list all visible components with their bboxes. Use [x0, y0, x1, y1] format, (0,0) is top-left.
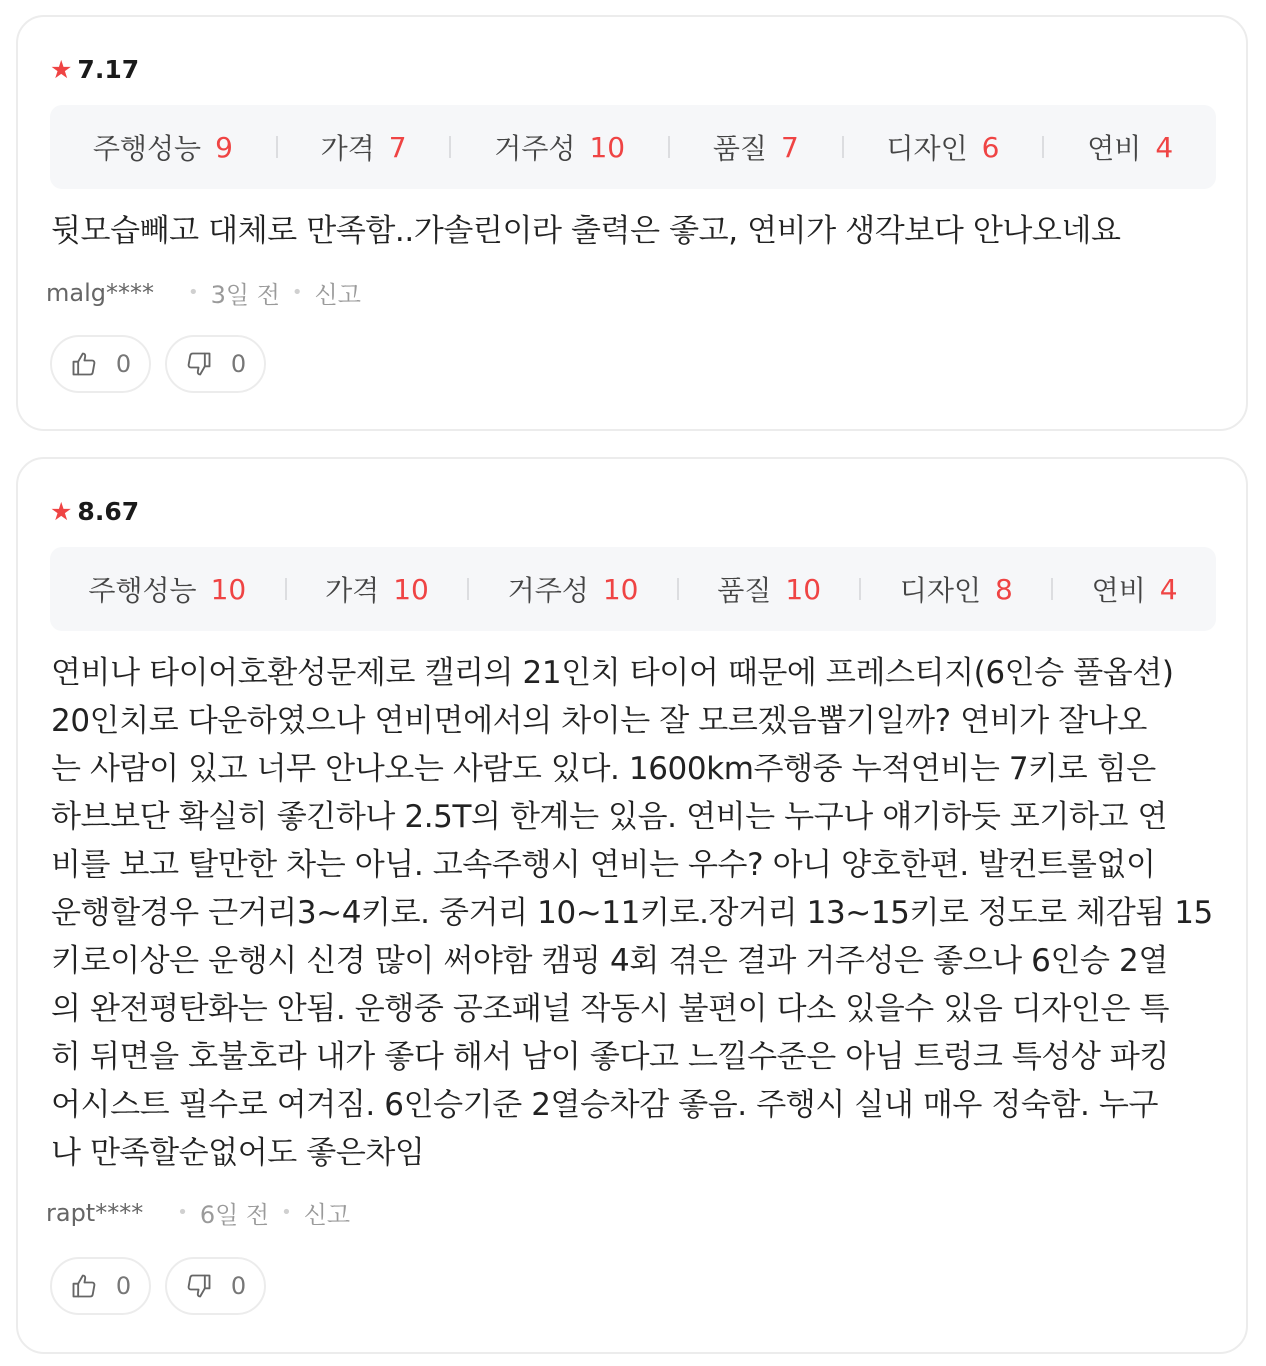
- score-design: [861, 569, 1051, 609]
- report-link[interactable]: 신고: [303, 1201, 351, 1229]
- score-fuel: [1053, 569, 1216, 609]
- score-value: 10: [393, 572, 429, 606]
- score-value: 4: [1155, 130, 1174, 164]
- score-label: 연비: [1087, 132, 1142, 165]
- dislike-count: 0: [230, 1272, 247, 1300]
- score-breakdown: [50, 105, 1216, 189]
- score-value: 10: [785, 572, 822, 606]
- review-meta: [46, 275, 361, 310]
- score-label: 품질: [717, 574, 772, 607]
- score-fuel: [1044, 127, 1216, 167]
- dislike-button[interactable]: [165, 1257, 266, 1315]
- score-price: [287, 569, 468, 609]
- score-value: 4: [1159, 572, 1178, 606]
- thumbs-up-icon: [70, 1272, 98, 1300]
- like-button[interactable]: [50, 335, 151, 393]
- score-breakdown: [50, 547, 1216, 631]
- score-label: 주행성능: [88, 574, 197, 607]
- score-label: 디자인: [886, 132, 968, 165]
- dislike-button[interactable]: [165, 335, 266, 393]
- score-label: 연비: [1091, 574, 1146, 607]
- review-text: 뒷모습빼고 대체로 만족함..가솔린이라 출력은 좋고, 연비가 생각보다 안나오네요: [51, 213, 1121, 249]
- score-driving: [50, 569, 285, 609]
- score-value: 10: [589, 130, 626, 164]
- report-link[interactable]: 신고: [314, 281, 361, 309]
- score-value: 7: [780, 130, 799, 164]
- score-price: [278, 127, 450, 167]
- username: rapt****: [46, 1198, 144, 1227]
- score-driving: [50, 127, 276, 167]
- score-quality: [679, 569, 860, 609]
- score-value: 10: [602, 572, 639, 606]
- review-text: 연비나 타이어호환성문제로 캘리의 21인치 타이어 때문에 프레스티지(6인승 풀옵션) 20인치로 다운하였으나 연비면에서의 차이는 잘 모르겠음뽑기일까? 연비가 잘나오 는 사람이 있고 너무 안나오는 사람도 있다. 1600km주행중 누적연비는 7키로 힘은 하브보단 확실히 좋긴하나 2.5T의 한계는 있음. 연비는 누구나 얘기하듯 포기하고 연 비를 보고 탈만한 차는 아님. 고속주행시 연비는 우수? 아니 양호한편. 발컨트롤없이 운행할경우 근거리3~4키로. 중거리 10~11키로.장거리 13~15키로 정도로 체감됨 15 키로이상은 운행시 신경 많이 써야함 캠핑 4회 겪은 결과 거주성은 좋으나 6인승 2열 의 완전평탄화는 안됨. 운행중 공조패널 작동시 불편이 다소 있을수 있음 디자인은 특 히 뒤면을 호불호라 내가 좋다 해서 남이 좋다고 느낄수준은 아님 트렁크 특성상 파킹 어시스트 필수로 여겨짐. 6인승기준 2열승차감 좋음. 주행시 실내 매우 정숙함. 누구 나 만족할순없어도 좋은차임: [51, 655, 1213, 1171]
- rating: [50, 497, 139, 526]
- separator-dot: •: [291, 282, 303, 303]
- score-design: [844, 127, 1043, 167]
- review-card: [16, 15, 1248, 431]
- rating-value: 7.17: [77, 55, 140, 84]
- score-livability: [469, 569, 677, 609]
- vote-actions: [50, 335, 266, 393]
- separator-dot: •: [281, 1202, 292, 1223]
- username: malg****: [46, 278, 154, 307]
- review-date: 6일 전: [199, 1201, 270, 1229]
- score-label: 디자인: [899, 574, 982, 607]
- star-icon: ★: [50, 55, 73, 84]
- like-count: 0: [115, 350, 132, 378]
- thumbs-down-icon: [185, 1272, 213, 1300]
- score-label: 가격: [320, 132, 375, 165]
- separator-dot: •: [188, 282, 199, 303]
- rating-value: 8.67: [77, 497, 140, 526]
- star-icon: ★: [50, 497, 73, 526]
- dislike-count: 0: [230, 350, 247, 378]
- score-label: 거주성: [494, 132, 576, 165]
- score-value: 6: [981, 130, 1000, 164]
- vote-actions: [50, 1257, 266, 1315]
- rating: [50, 55, 139, 84]
- review-date: 3일 전: [210, 281, 280, 309]
- like-count: 0: [115, 1272, 132, 1300]
- review-meta: [46, 1195, 350, 1230]
- score-label: 주행성능: [92, 132, 202, 165]
- score-value: 10: [210, 572, 247, 606]
- separator-dot: •: [177, 1202, 188, 1223]
- score-value: 9: [215, 130, 233, 164]
- thumbs-up-icon: [70, 350, 98, 378]
- review-card: [16, 457, 1248, 1354]
- like-button[interactable]: [50, 1257, 151, 1315]
- thumbs-down-icon: [185, 350, 213, 378]
- score-label: 거주성: [507, 574, 589, 607]
- score-value: 8: [995, 572, 1013, 606]
- score-quality: [670, 127, 842, 167]
- score-value: 7: [388, 130, 407, 164]
- score-livability: [451, 127, 668, 167]
- score-label: 품질: [712, 132, 767, 165]
- score-label: 가격: [325, 574, 380, 607]
